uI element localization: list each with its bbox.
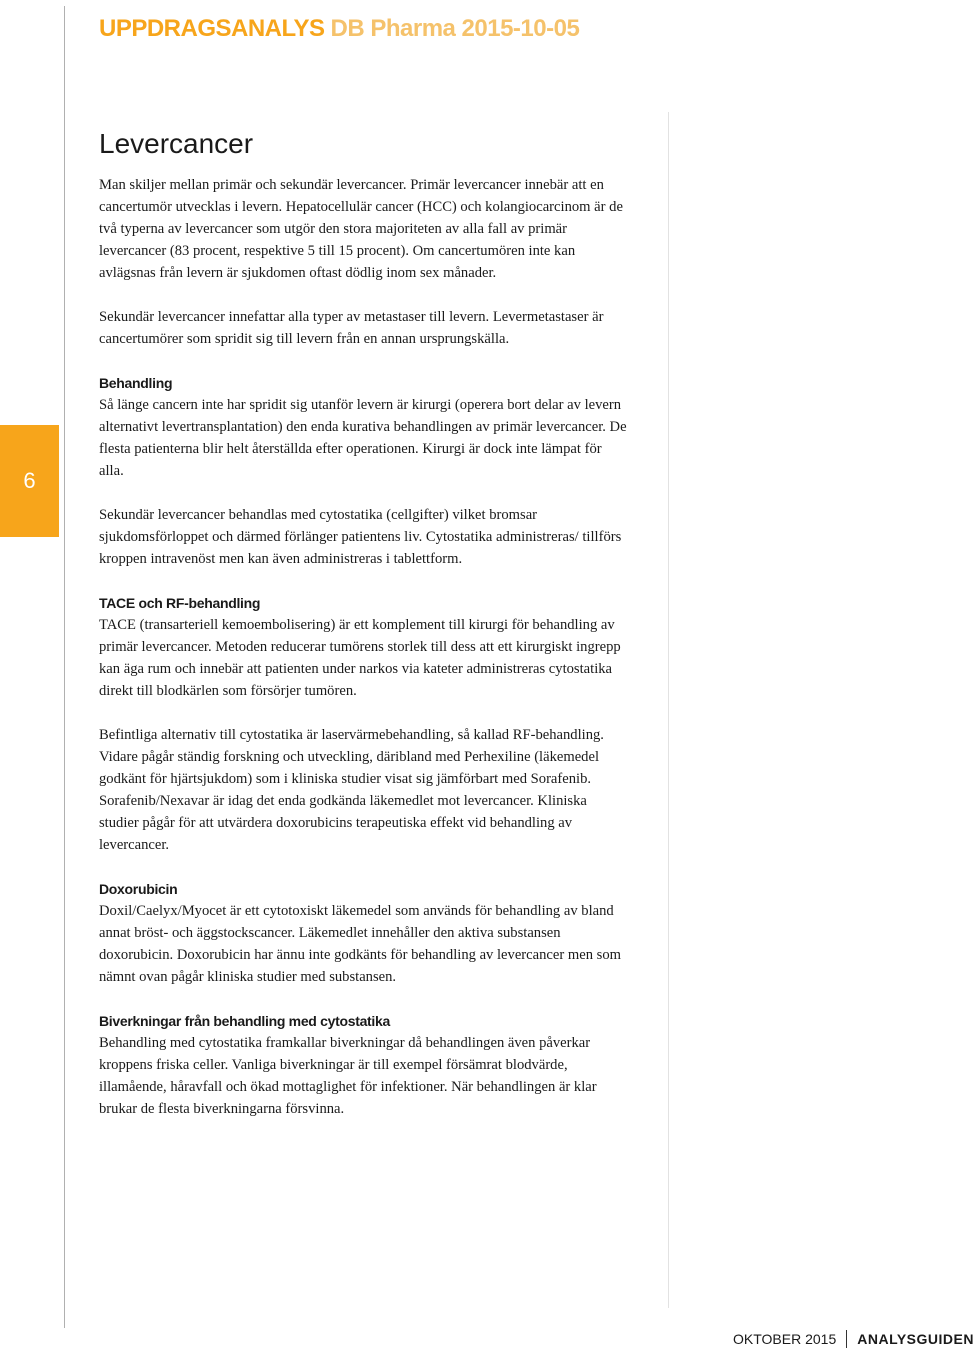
footer-brand: ANALYSGUIDEN [857, 1331, 974, 1347]
right-rule [668, 112, 669, 1308]
section-heading-biverkningar: Biverkningar från behandling med cytostatika [99, 1013, 390, 1029]
paragraph: Sekundär levercancer innefattar alla typer av metastaser till levern. Levermetastaser är cancertumörer som spridit sig till levern från en annan ursprungskälla. [99, 309, 604, 347]
paragraph: TACE (transarteriell kemoembolisering) är ett komplement till kirurgi för behandling av primär levercancer. Metoden reducerar tumörens storlek till dess att ett kirurgiskt ingrepp kan äga rum och innebär att patienten under narkos via kateter administreras cytostatika direkt till blodkärlen som försörjer tumören. [99, 617, 621, 699]
article-body [99, 126, 629, 1142]
page-footer [733, 1330, 974, 1348]
section-heading-doxorubicin: Doxorubicin [99, 881, 178, 897]
page-header [99, 14, 579, 44]
footer-divider [846, 1330, 847, 1348]
paragraph: Behandling med cytostatika framkallar biverkningar då behandlingen även påverkar kroppens friska celler. Vanliga biverkningar är till exempel försämrat blodvärde, illamående, håravfall och ökad mottaglighet för infektioner. När behandlingen är klar brukar de flesta biverkningarna försvinna. [99, 1035, 597, 1117]
section-heading-behandling: Behandling [99, 375, 173, 391]
paragraph: Så länge cancern inte har spridit sig utanför levern är kirurgi (operera bort delar av levern alternativt levertransplantation) den enda kurativa behandlingen av primär levercancer. De flesta patienterna blir helt återställda efter operationen. Kirurgi är dock inte lämpat för alla. [99, 397, 627, 479]
page-number-tab [0, 425, 59, 537]
paragraph: Befintliga alternativ till cytostatika är laservärmebehandling, så kallad RF-behandling. Vidare pågår ständig forskning och utveckling, däribland med Perhexiline (läkemedel godkänt för hjärtsjukdom) som i kliniska studier visat sig jämförbart med Sorafenib. Sorafenib/Nexavar är idag det enda godkända läkemedlet mot levercancer. Kliniska studier pågår för att utvärdera doxorubicins terapeutiska effekt vid behandling av levercancer. [99, 727, 604, 853]
paragraph: Man skiljer mellan primär och sekundär levercancer. Primär levercancer innebär att en cancertumör utvecklas i levern. Hepatocellulär cancer (HCC) och kolangiocarcinom är de två typerna av levercancer som utgör den stora majoriteten av alla fall av primär levercancer (83 procent, respektive 5 till 15 procent). Om cancertumören inte kan avlägsnas från levern är sjukdomen oftast dödlig inom sex månader. [99, 177, 623, 281]
left-rule [64, 6, 65, 1328]
paragraph: Sekundär levercancer behandlas med cytostatika (cellgifter) vilket bromsar sjukdomsförloppet och därmed förlänger patientens liv. Cytostatika administreras/ tillförs kroppen intravenöst men kan även administreras i tablettform. [99, 507, 622, 567]
paragraph: Doxil/Caelyx/Myocet är ett cytotoxiskt läkemedel som används för behandling av bland annat bröst- och äggstockscancer. Läkemedlet innehåller den aktiva substansen doxorubicin. Doxorubicin har ännu inte godkänts för behandling av levercancer men som nämnt ovan pågår kliniska studier med substansen. [99, 903, 621, 985]
footer-date: OKTOBER 2015 [733, 1331, 837, 1347]
header-main: UPPDRAGSANALYS [99, 15, 325, 42]
page-title: Levercancer [99, 128, 254, 159]
header-sub: DB Pharma 2015-10-05 [330, 15, 580, 42]
section-heading-tace: TACE och RF-behandling [99, 595, 261, 611]
page-number: 6 [23, 468, 36, 493]
